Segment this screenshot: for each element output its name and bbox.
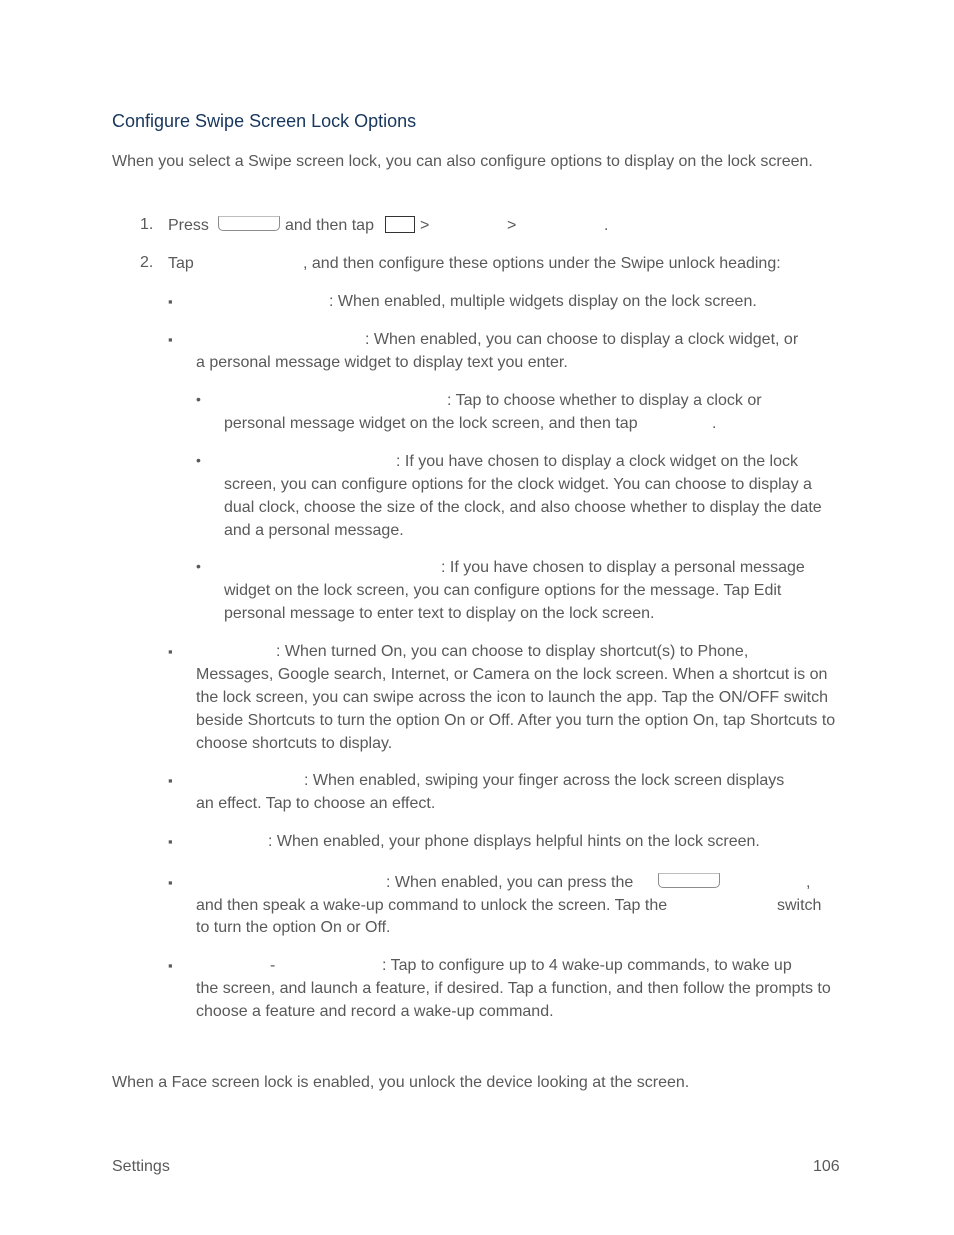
section-heading: Configure Swipe Screen Lock Options — [112, 111, 417, 131]
option-text: : When enabled, you can choose to display a clock widget, or — [365, 331, 799, 348]
suboption-text: widget on the lock screen, you can configure options for the message. Tap Edit personal message to enter text to display on the lock screen. — [224, 582, 782, 622]
option-text: : When enabled, swiping your finger across the lock screen displays — [304, 772, 785, 789]
home-key-icon — [218, 216, 280, 231]
step-text: , and then configure these options under the Swipe unlock heading: — [303, 255, 781, 272]
bullet-square: ▪ — [168, 875, 173, 890]
option-text: Messages, Google search, Internet, or Camera on the lock screen. When a shortcut is on the lock screen, you can swipe across the icon to launch the app. Tap the ON/OFF switch beside Shortcuts to turn the option On or Off. After you turn the option On, tap Shortcuts to choose shortcuts to display. — [196, 666, 836, 752]
suboption-text: personal message widget on the lock screen, and then tap — [224, 415, 638, 432]
step-number: 2. — [140, 254, 154, 271]
step-text: Press — [168, 217, 209, 234]
bullet-square: ▪ — [168, 773, 173, 788]
step-text: and then tap — [285, 217, 374, 234]
step-end: . — [604, 217, 609, 234]
option-text: and then speak a wake-up command to unlock the screen. Tap the — [196, 897, 668, 914]
option-text: : When turned On, you can choose to display shortcut(s) to Phone, — [276, 643, 749, 660]
face-lock-paragraph: When a Face screen lock is enabled, you unlock the device looking at the screen. — [112, 1074, 690, 1091]
bullet-dot: • — [196, 452, 201, 468]
bullet-dot: • — [196, 558, 201, 574]
home-key-icon — [658, 873, 720, 888]
option-text: : When enabled, your phone displays helpful hints on the lock screen. — [268, 833, 760, 850]
option-text: an effect. Tap to choose an effect. — [196, 795, 436, 812]
option-text: the screen, and launch a feature, if desired. Tap a function, and then follow the prompts to choose a feature and record a wake-up command. — [196, 980, 831, 1020]
option-text: : When enabled, multiple widgets display on the lock screen. — [329, 293, 757, 310]
bullet-square: ▪ — [168, 958, 173, 973]
bullet-square: ▪ — [168, 644, 173, 659]
suboption-text: screen, you can configure options for the clock widget. You can choose to display a dual clock, choose the size of the clock, and also choose whether to display the date and a personal message. — [224, 476, 822, 539]
menu-key-icon — [385, 216, 415, 233]
step-text: Tap — [168, 255, 194, 272]
step-arrow: > — [420, 217, 430, 234]
step-number: 1. — [140, 216, 154, 233]
option-text: : When enabled, you can press the — [386, 874, 634, 891]
suboption-text: : Tap to choose whether to display a clock or — [447, 392, 762, 409]
option-text: : Tap to configure up to 4 wake-up commands, to wake up — [382, 957, 792, 974]
intro-paragraph: When you select a Swipe screen lock, you can also configure options to display on the lock screen. — [112, 153, 813, 170]
step-arrow: > — [507, 217, 517, 234]
bullet-square: ▪ — [168, 834, 173, 849]
suboption-text: : If you have chosen to display a personal message — [441, 559, 805, 576]
suboption-end: . — [712, 415, 717, 432]
option-text: a personal message widget to display text you enter. — [196, 354, 568, 371]
suboption-text: : If you have chosen to display a clock widget on the lock — [396, 453, 799, 470]
page-number: 106 — [813, 1158, 840, 1175]
option-text: switch — [777, 897, 822, 914]
bullet-square: ▪ — [168, 332, 173, 347]
bullet-square: ▪ — [168, 294, 173, 309]
bullet-dot: • — [196, 391, 201, 407]
option-text: to turn the option On or Off. — [196, 919, 391, 936]
option-text: - — [270, 957, 276, 974]
option-text: , — [806, 874, 811, 891]
footer-section: Settings — [112, 1158, 170, 1175]
